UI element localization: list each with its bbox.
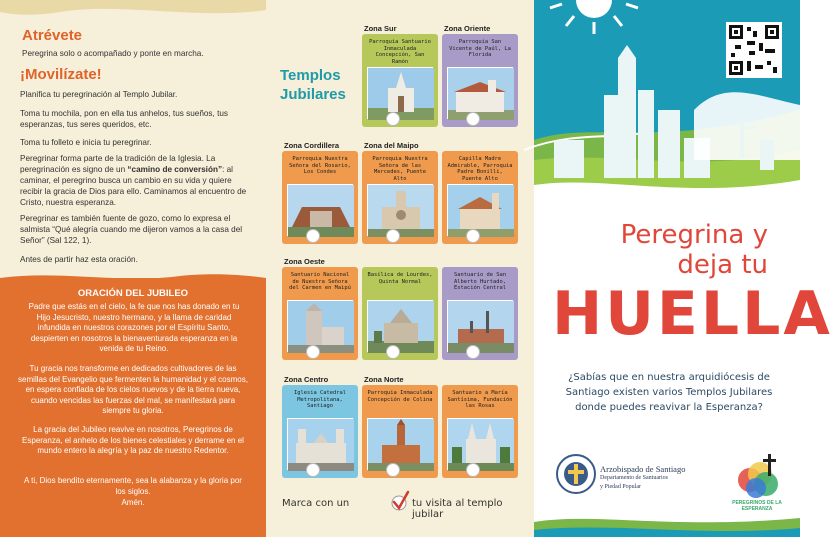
- temple-card[interactable]: [362, 34, 438, 127]
- prayer-amen: Amén.: [121, 498, 145, 507]
- paragraph-1: Planifica tu peregrinación al Templo Jubilar.: [20, 90, 178, 99]
- visit-checkbox[interactable]: [306, 463, 320, 477]
- temples-title-line2: Jubilares: [280, 86, 346, 103]
- temple-card[interactable]: [362, 267, 438, 360]
- zone-sur-label: Zona Sur: [364, 24, 397, 33]
- temple-photo: [447, 418, 513, 470]
- right-panel: [534, 0, 833, 537]
- org-line3: y Piedad Popular: [600, 484, 641, 490]
- temple-photo: [287, 418, 353, 470]
- temple-name: Parroquia Santuario Inmaculada Concepción, San Ramón: [369, 39, 431, 65]
- visit-checkbox[interactable]: [386, 345, 400, 359]
- temple-name: Santuario a María Santísima, Fundación las Rosas: [447, 390, 513, 410]
- prayer-paragraph-1: Padre que estás en el cielo, la fe que nos has donado en tu Hijo Jesucristo, nuestro hermano, y la llama de caridad infundida en nuestros corazones por el Espíritu Santo, despierten en nosotros la bienaventurada esperanza en la venida de tu Reino.: [28, 302, 240, 354]
- slogan-line1: Peregrina y: [620, 220, 768, 250]
- temples-title-line1: Templos: [280, 67, 341, 84]
- atrevete-text: Peregrina solo o acompañado y ponte en marcha.: [22, 49, 204, 58]
- temple-photo: [367, 184, 433, 236]
- temples-title: [280, 66, 346, 104]
- middle-panel: [266, 0, 534, 537]
- paragraph-4: [20, 153, 254, 208]
- temple-card[interactable]: [282, 267, 358, 360]
- org-line1: Arzobispado de Santiago: [600, 464, 686, 474]
- slogan-line2: deja tu: [677, 250, 768, 280]
- temple-photo: [447, 67, 513, 119]
- visit-checkbox[interactable]: [466, 112, 480, 126]
- org-line2: Departamento de Santuarios: [600, 475, 668, 481]
- temple-card[interactable]: [442, 385, 518, 478]
- footer-text-a: Marca con un: [282, 498, 350, 509]
- paragraph-4-part-c: : al caminar, el peregrino busca un cambio en su vida y quiere recibir la gracia de Dios para ello. Caminamos al encuentro de Cristo, nuestra esperanza.: [20, 165, 247, 207]
- temple-photo: [367, 418, 433, 470]
- temple-name: Parroquia Nuestra Señora de las Mercedes, Puente Alto: [372, 156, 428, 182]
- temple-card[interactable]: [362, 151, 438, 244]
- temple-name: Capilla Madre Admirable, Parroquia Padre Bonilli, Puente Alto: [447, 156, 513, 182]
- paragraph-5: Peregrinar es también fuente de gozo, como lo expresa el salmista “Qué alegría cuando me dijeron vamos a la casa del Señor” (Sal 122, 1).: [20, 214, 243, 245]
- prayer-paragraph-3: La gracia del Jubileo reavive en nosotros, Peregrinos de Esperanza, el anhelo de los bienes celestiales y derrame en el mundo entero la alegría y la paz de nuestro Redentor.: [22, 425, 244, 456]
- temple-photo: [367, 300, 433, 352]
- paragraph-2: Toma tu mochila, pon en ella tus anhelos, tus sueños, tus esperanzas, tus seres queridos, etc.: [20, 109, 228, 129]
- temple-card[interactable]: [362, 385, 438, 478]
- temple-name: Parroquia Nuestra Señora del Rosario, Los Condes: [289, 156, 351, 176]
- visit-checkbox[interactable]: [306, 229, 320, 243]
- jubilee-logo: [728, 448, 788, 508]
- atrevete-title: Atrévete: [22, 27, 83, 44]
- qr-code[interactable]: [726, 22, 782, 78]
- bottom-wave-decoration: [534, 512, 800, 537]
- qr-code-icon: [729, 25, 779, 75]
- archdiocese-seal-icon: [556, 452, 596, 496]
- temple-card[interactable]: [442, 267, 518, 360]
- left-panel: [0, 0, 266, 537]
- paragraph-6: Antes de partir haz esta oración.: [20, 255, 138, 264]
- zone-norte-label: Zona Norte: [364, 375, 404, 384]
- archdiocese-text: [600, 465, 720, 492]
- visit-checkbox[interactable]: [386, 229, 400, 243]
- zone-oeste-label: Zona Oeste: [284, 257, 325, 266]
- checkmark-icon: [390, 490, 410, 512]
- visit-checkbox[interactable]: [466, 229, 480, 243]
- temple-name: Basílica de Lourdes, Quinta Normal: [367, 272, 433, 285]
- temple-photo: [367, 67, 433, 119]
- paragraph-3: Toma tu folleto e inicia tu peregrinar.: [20, 138, 152, 147]
- temple-name: Santuario de San Alberto Hurtado, Estación Central: [454, 272, 506, 292]
- zone-maipo-label: Zona del Maipo: [364, 141, 419, 150]
- temple-name: Parroquia Inmaculada Concepción de Colina: [367, 390, 433, 403]
- zone-oriente-label: Zona Oriente: [444, 24, 491, 33]
- slogan-huella: HUELLA: [552, 279, 833, 349]
- slogan: [534, 220, 768, 280]
- question-text: ¿Sabías que en nuestra arquidiócesis de Santiago existen varios Templos Jubilares donde puedes reavivar la Esperanza?: [565, 372, 773, 413]
- zone-cordillera-label: Zona Cordillera: [284, 141, 340, 150]
- temple-photo: [287, 184, 353, 236]
- jubilee-logo-text: PEREGRINOS DE LA ESPERANZA: [732, 500, 782, 512]
- prayer-box: [0, 278, 266, 537]
- footer-text-b: tu visita al templo jubilar: [412, 498, 503, 520]
- prayer-box-wave: [0, 270, 266, 286]
- temple-name: Santuario Nacional de Nuestra Señora del Carmen en Maipú: [289, 272, 351, 292]
- paragraph-4-part-a: Peregrinar forma parte de la tradición de la Iglesia. La peregrinación es signo de un: [20, 154, 216, 174]
- prayer-title: ORACIÓN DEL JUBILEO: [77, 288, 189, 299]
- temple-photo: [447, 184, 513, 236]
- visit-checkbox[interactable]: [386, 463, 400, 477]
- temple-card[interactable]: [442, 34, 518, 127]
- visit-checkbox[interactable]: [466, 463, 480, 477]
- prayer-paragraph-2: Tu gracia nos transforme en dedicados cultivadores de las semillas del Evangelio que fermenten la humanidad y el cosmos, en espera confiada de los cielos nuevos y de la tierra nueva, cuando vencidas las fuerzas del mal, se manifestará para siempre tu gloria.: [18, 364, 248, 416]
- temple-card[interactable]: [282, 151, 358, 244]
- temple-name: Iglesia Catedral Metropolitana, Santiago: [294, 390, 346, 410]
- zone-centro-label: Zona Centro: [284, 375, 329, 384]
- prayer-paragraph-4: A ti, Dios bendito eternamente, sea la alabanza y la gloria por los siglos.: [24, 476, 242, 496]
- visit-checkbox[interactable]: [466, 345, 480, 359]
- visit-checkbox[interactable]: [306, 345, 320, 359]
- temple-name: Parroquia San Vicente de Paúl, La Florida: [449, 39, 511, 59]
- temple-photo: [447, 300, 513, 352]
- movilizate-title: ¡Movilízate!: [20, 66, 102, 83]
- temple-photo: [287, 300, 353, 352]
- paragraph-4-emphasis: “camino de conversión”: [127, 165, 223, 174]
- visit-checkbox[interactable]: [386, 112, 400, 126]
- temple-card[interactable]: [282, 385, 358, 478]
- temple-card[interactable]: [442, 151, 518, 244]
